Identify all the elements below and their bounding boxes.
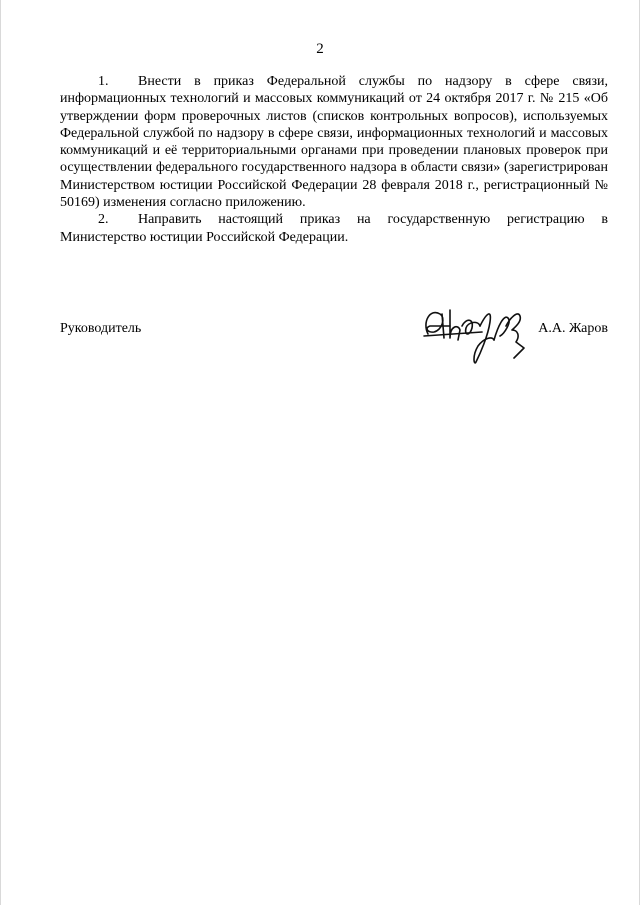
document-body — [60, 73, 608, 246]
signer-position: Руководитель — [60, 321, 142, 336]
list-item — [60, 211, 608, 246]
page-number: 2 — [316, 41, 324, 57]
list-item — [60, 73, 608, 211]
item-text: Внести в приказ Федеральной службы по надзору в сфере связи, информационных технологий и массовых коммуникаций от 24 октября 2017 г. № 215 «Об утверждении форм проверочных листов (списков контрольных вопросов), используемых Федеральной службой по надзору в сфере связи, информационных технологий и массовых коммуникаций и её территориальными органами при проведении плановых проверок при осуществлении федерального государственного надзора в области связи» (зарегистрирован Министерством юстиции Российской Федерации 28 февраля 2018 г., регистрационный № 50169) изменения согласно приложению. — [60, 74, 608, 211]
item-number: 1. — [98, 74, 109, 89]
scan-edge-left — [0, 0, 1, 905]
item-text: Направить настоящий приказ на государственную регистрацию в Министерство юстиции Российской Федерации. — [60, 212, 608, 245]
handwritten-signature — [420, 296, 535, 366]
signature-block — [60, 296, 608, 376]
item-number: 2. — [98, 212, 109, 228]
signer-name: А.А. Жаров — [538, 321, 608, 336]
